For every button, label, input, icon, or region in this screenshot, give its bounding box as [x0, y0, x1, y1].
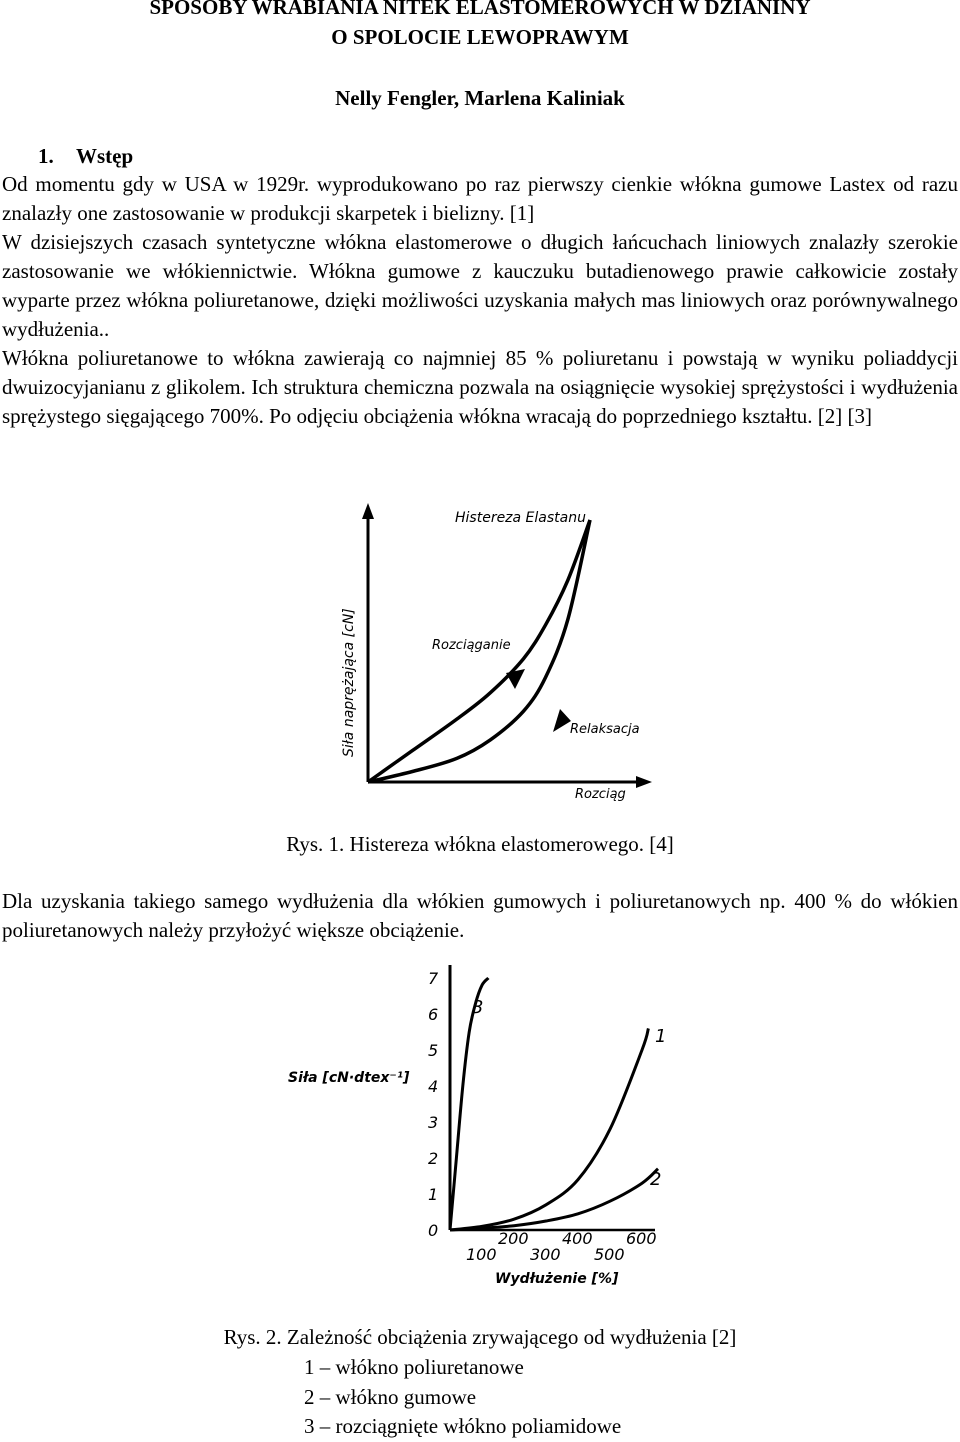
fig2-y-tick-6: 6 — [428, 1005, 439, 1024]
fig2-series-group — [450, 978, 666, 1230]
fig1-title: Histereza Elastanu — [455, 510, 586, 526]
figure-1-caption: Rys. 1. Histereza włókna elastomerowego. [4] — [286, 832, 674, 856]
intro-paragraph-2: W dzisiejszych czasach syntetyczne włókna elastomerowe o długich łańcuchach liniowych znalazły szerokie zastosowanie we włókiennictwie. Włókna gumowe z kauczuku butadienowego prawie całkowicie zostały wyparte przez włókna poliuretanowe, dzięki możliwości uzyskania małych mas liniowych oraz porównywalnego wydłużenia.. — [2, 230, 958, 341]
fig2-curve-1 — [450, 1028, 648, 1230]
fig2-y-tick-1: 1 — [428, 1185, 439, 1204]
section-number: 1. — [38, 144, 54, 168]
fig1-x-arrowhead — [636, 776, 652, 788]
fig1-unloading-arrow — [553, 709, 571, 732]
fig2-x-tick-100: 100 — [466, 1245, 497, 1264]
fig2-y-tick-4: 4 — [428, 1077, 439, 1096]
intro-paragraph-1: Od momentu gdy w USA w 1929r. wyprodukowano po raz pierwszy cienkie włókna gumowe Lastex od razu znalazły one zastosowanie w produkcji skarpetek i bielizny. [1] — [2, 172, 958, 225]
fig1-loading-arrow — [506, 669, 525, 689]
legend-item-2: 2 – włókno gumowe — [304, 1385, 477, 1409]
section-title: Wstęp — [76, 144, 134, 168]
fig1-label-unloading: Relaksacja — [570, 722, 640, 737]
figure-1-hysteresis-chart — [320, 495, 660, 815]
authors: Nelly Fengler, Marlena Kaliniak — [335, 86, 625, 110]
title-line-1: SPOSOBY WRABIANIA NITEK ELASTOMEROWYCH W DZIANINY — [149, 0, 811, 19]
paper-title — [0, 0, 960, 52]
figure-2-load-elongation-chart — [280, 960, 700, 1300]
fig2-y-tick-2: 2 — [428, 1149, 439, 1168]
fig2-x-tick-labels — [466, 1229, 657, 1264]
section-heading — [38, 142, 133, 171]
legend-item-1: 1 – włókno poliuretanowe — [304, 1355, 524, 1379]
fig2-y-tick-7: 7 — [428, 969, 439, 988]
intro-paragraphs — [2, 170, 958, 431]
fig2-x-tick-300: 300 — [530, 1245, 561, 1264]
fig2-xlabel: Wydłużenie [%] — [495, 1271, 619, 1287]
fig2-curve-label-2: 2 — [650, 1169, 662, 1190]
fig2-y-tick-3: 3 — [428, 1113, 439, 1132]
fig1-label-loading: Rozciąganie — [432, 638, 511, 653]
fig2-y-tick-labels — [428, 969, 439, 1240]
fig2-y-tick-5: 5 — [428, 1041, 439, 1060]
legend-item-3: 3 – rozciągnięte włókno poliamidowe — [304, 1414, 622, 1438]
paragraph-2: Dla uzyskania takiego samego wydłużenia dla włókien gumowych i poliuretanowych np. 400 % do włókien poliuretanowych należy przyłożyć większe obciążenie. — [2, 889, 958, 942]
figure-2-caption: Rys. 2. Zależność obciążenia zrywającego od wydłużenia [2] — [223, 1325, 737, 1349]
fig2-x-tick-200: 200 — [498, 1229, 529, 1248]
fig2-curve-label-1: 1 — [655, 1026, 667, 1047]
intro-paragraph-3: Włókna poliuretanowe to włókna zawierają co najmniej 85 % poliuretanu i powstają w wyniku poliaddycji dwuizocyjanianu z glikolem. Ich struktura chemiczna pozwala na osiągnięcie wysokiej sprężystości i wydłużenia sprężystego sięgającego 700%. Po odjęciu obciążenia włókna wracają do poprzedniego kształtu. [2] [3] — [2, 346, 958, 428]
fig2-y-tick-0: 0 — [428, 1221, 439, 1240]
title-line-2: O SPOLOCIE LEWOPRAWYM — [331, 25, 629, 49]
fig1-ylabel: Siła naprężająca [cN] — [341, 608, 357, 757]
fig2-x-tick-500: 500 — [594, 1245, 625, 1264]
fig2-curve-label-3: 3 — [472, 997, 484, 1018]
fig1-y-arrowhead — [362, 503, 374, 519]
fig1-xlabel: Rozciąg — [575, 787, 626, 802]
fig2-ylabel: Siła [cN·dtex⁻¹] — [288, 1070, 410, 1086]
fig2-x-tick-400: 400 — [562, 1229, 593, 1248]
fig2-x-tick-600: 600 — [626, 1229, 657, 1248]
